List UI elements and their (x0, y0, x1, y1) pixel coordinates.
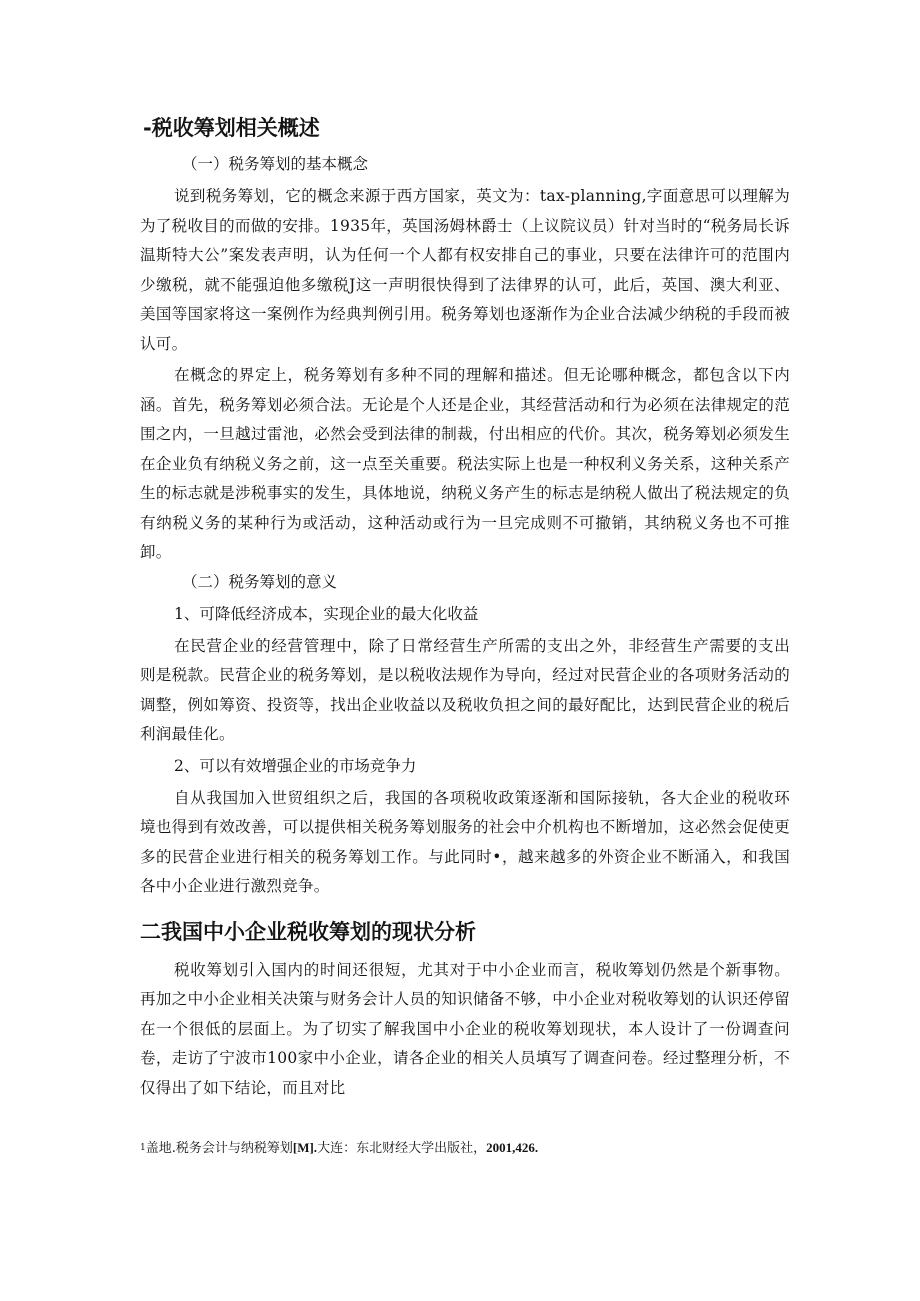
section-1-title: -税收筹划相关概述 (143, 116, 320, 140)
paragraph-1: 说到税务筹划，它的概念来源于西方国家，英文为：tax-planning,字面意思可以理解为为了税收目的而做的安排。1935年，英国汤姆林爵士（上议院议员）针对当时的“税务局长诉温斯特大公”案发表声明，认为任何一个人都有权安排自己的事业，只要在法律许可的范围内少缴税，就不能强迫他多缴税J这一声明很快得到了法律界的认可，此后，英国、澳大利亚、美国等国家将这一案例作为经典判例引用。税务筹划也逐渐作为企业合法减少纳税的手段而被认可。 (140, 187, 790, 353)
document-body (140, 112, 790, 1105)
subsection-2-title: （二）税务筹划的意义 (182, 572, 338, 591)
footnote-type: [M]. (292, 1140, 318, 1155)
footnote-publisher: 大连：东北财经大学出版社， (317, 1141, 487, 1156)
footnote (140, 1138, 538, 1159)
paragraph-2: 在概念的界定上，税务筹划有多种不同的理解和描述。但无论哪种概念，都包含以下内涵。首先，税务筹划必须合法。无论是个人还是企业，其经营活动和行为必须在法律规定的范围之内，一旦越过雷池，必然会受到法律的制裁，付出相应的代价。其次，税务筹划必须发生在企业负有纳税义务之前，这一点至关重要。税法实际上也是一种权利义务关系，这种关系产生的标志就是涉税事实的发生，具体地说，纳税义务产生的标志是纳税人做出了税法规定的负有纳税义务的某种行为或活动，这种活动或行为一旦完成则不可撤销，其纳税义务也不可推卸。 (140, 366, 790, 561)
list-item-2: 2、可以有效增强企业的市场竞争力 (174, 756, 417, 775)
paragraph-3: 在民营企业的经营管理中，除了日常经营生产所需的支出之外，非经营生产需要的支出则是税款。民营企业的税务筹划，是以税收法规作为导向，经过对民营企业的各项财务活动的调整，例如筹资、投资等，找出企业收益以及税收负担之间的最好配比，达到民营企业的税后利润最佳化。 (140, 636, 790, 743)
paragraph-4: 自从我国加入世贸组织之后，我国的各项税收政策逐渐和国际接轨，各大企业的税收环境也得到有效改善，可以提供相关税务筹划服务的社会中介机构也不断增加，这必然会促使更多的民营企业进行相关的税务筹划工作。与此同时•，越来越多的外资企业不断涌入，和我国各中小企业进行激烈竞争。 (140, 788, 790, 895)
paragraph-5: 税收筹划引入国内的时间还很短，尤其对于中小企业而言，税收筹划仍然是个新事物。再加之中小企业相关决策与财务会计人员的知识储备不够，中小企业对税收筹划的认识还停留在一个很低的层面上。为了切实了解我国中小企业的税收筹划现状，本人设计了一份调查问卷，走访了宁波市100家中小企业，请各企业的相关人员填写了调查问卷。经过整理分析，不仅得出了如下结论，而且对比 (140, 960, 790, 1097)
footnote-mark: 1 (140, 1143, 146, 1153)
section-2-title: 二我国中小企业税收筹划的现状分析 (140, 919, 476, 944)
footnote-year-page: 2001,426. (486, 1140, 539, 1155)
subsection-1-title: （一）税务筹划的基本概念 (182, 155, 369, 173)
footnote-text: 盖地.税务会计与纳税筹划 (145, 1141, 293, 1156)
list-item-1: 1、可降低经济成本，实现企业的最大化收益 (174, 604, 479, 623)
